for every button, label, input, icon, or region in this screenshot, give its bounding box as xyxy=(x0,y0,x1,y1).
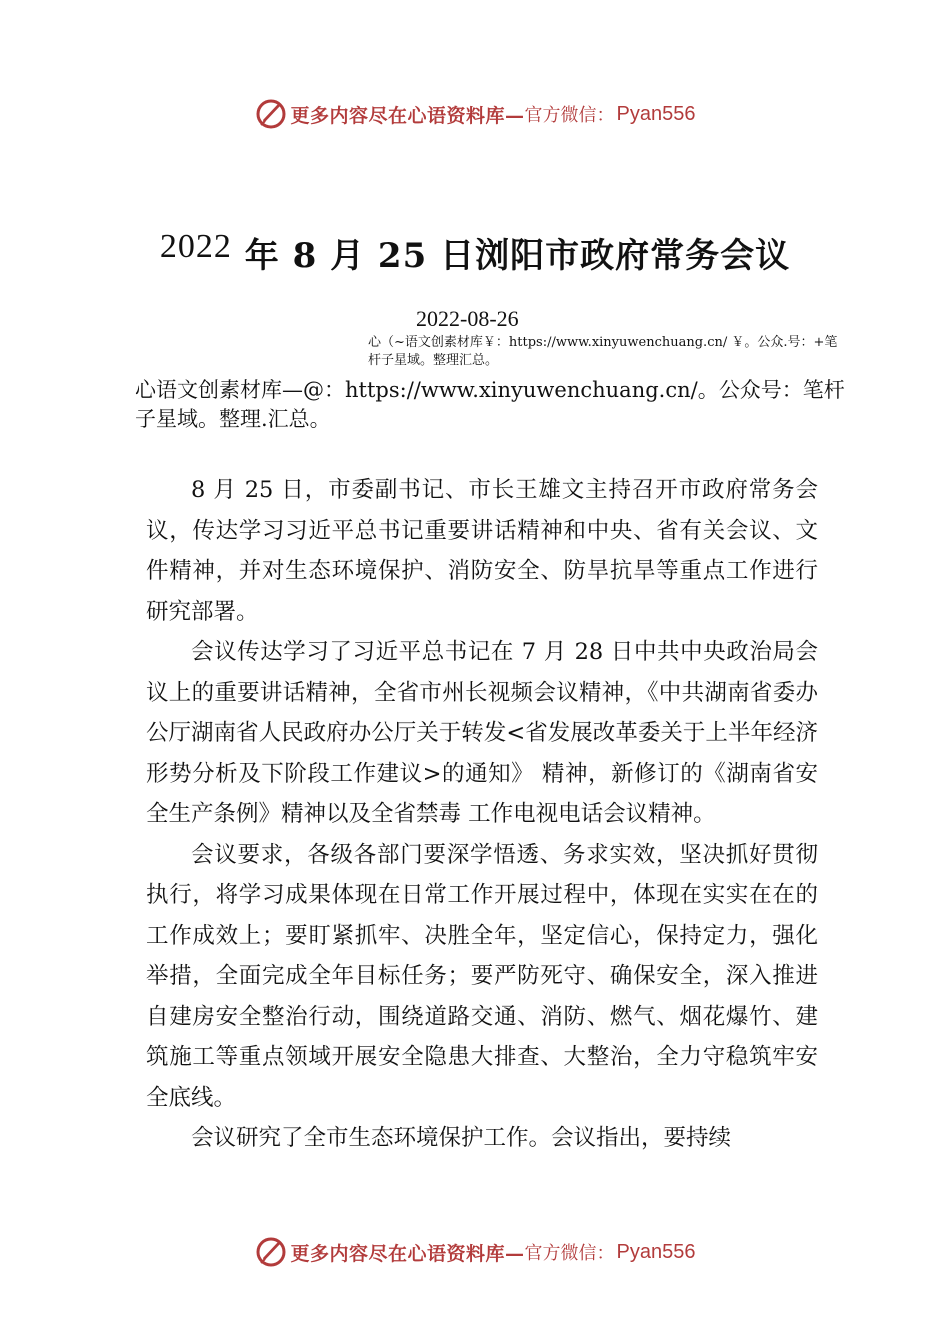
banner-text: 更多内容尽在心语资料库— xyxy=(290,104,525,127)
title-main: 年 8 月 25 日浏阳市政府常务会议 xyxy=(244,236,791,276)
header-banner xyxy=(0,94,950,134)
document-title xyxy=(0,228,950,277)
banner-wechat-label: 官方微信： xyxy=(524,1243,615,1264)
banner-wechat-label: 官方微信： xyxy=(524,105,615,126)
quill-logo-icon xyxy=(255,98,287,130)
banner-wechat-id: Pyan556 xyxy=(616,102,696,125)
paragraph: 8 月 25 日，市委副书记、市长王雄文主持召开市政府常务会议，传达学习习近平总书记重要讲话精神和中央、省有关会议、文件精神，并对生态环境保护、消防安全、防旱抗旱等重点工作进行研究部署。 xyxy=(146,477,818,625)
banner-text: 更多内容尽在心语资料库— xyxy=(290,1242,525,1265)
paragraph: 会议要求，各级各部门要深学悟透、务求实效，坚决抓好贯彻执行，将学习成果体现在日常工作开展过程中，体现在实实在在的工作成效上；要盯紧抓牢、决胜全年，坚定信心，保持定力，强化举措，全面完成全年目标任务；要严防死守、确保安全，深入推进自建房安全整治行动，围绕道路交通、消防、燃气、烟花爆竹、建筑施工等重点领域开展安全隐患大排查、大整治，全力守稳筑牢安全底线。 xyxy=(146,841,818,1111)
title-year: 2022 xyxy=(159,228,232,265)
document-body xyxy=(146,470,818,1159)
banner-wechat-id: Pyan556 xyxy=(616,1240,696,1263)
source-note-small: 心（~语文创素材库￥：https://www.xinyuwenchuang.cn/ ￥。公众.号：+笔杆子星域。整理汇总。 xyxy=(368,335,838,368)
footer-banner xyxy=(0,1232,950,1272)
quill-logo-icon xyxy=(255,1236,287,1268)
paragraph: 会议研究了全市生态环境保护工作。会议指出，要持续 xyxy=(191,1125,732,1151)
publish-date: 2022-08-26 xyxy=(416,306,519,331)
source-note-large: 心语文创素材库—@：https://www.xinyuwenchuang.cn/。公众号：笔杆子星域。整理.汇总。 xyxy=(135,378,845,431)
paragraph: 会议传达学习了习近平总书记在 7 月 28 日中共中央政治局会议上的重要讲话精神，全省市州长视频会议精神，《中共湖南省委办公厅湖南省人民政府办公厅关于转发<省发展改革委关于上半年经济形势分析及下阶段工作建议>的通知》 精神，新修订的《湖南省安全生产条例》精神以及全省禁毒 工作电视电话会议精神。 xyxy=(146,639,818,827)
